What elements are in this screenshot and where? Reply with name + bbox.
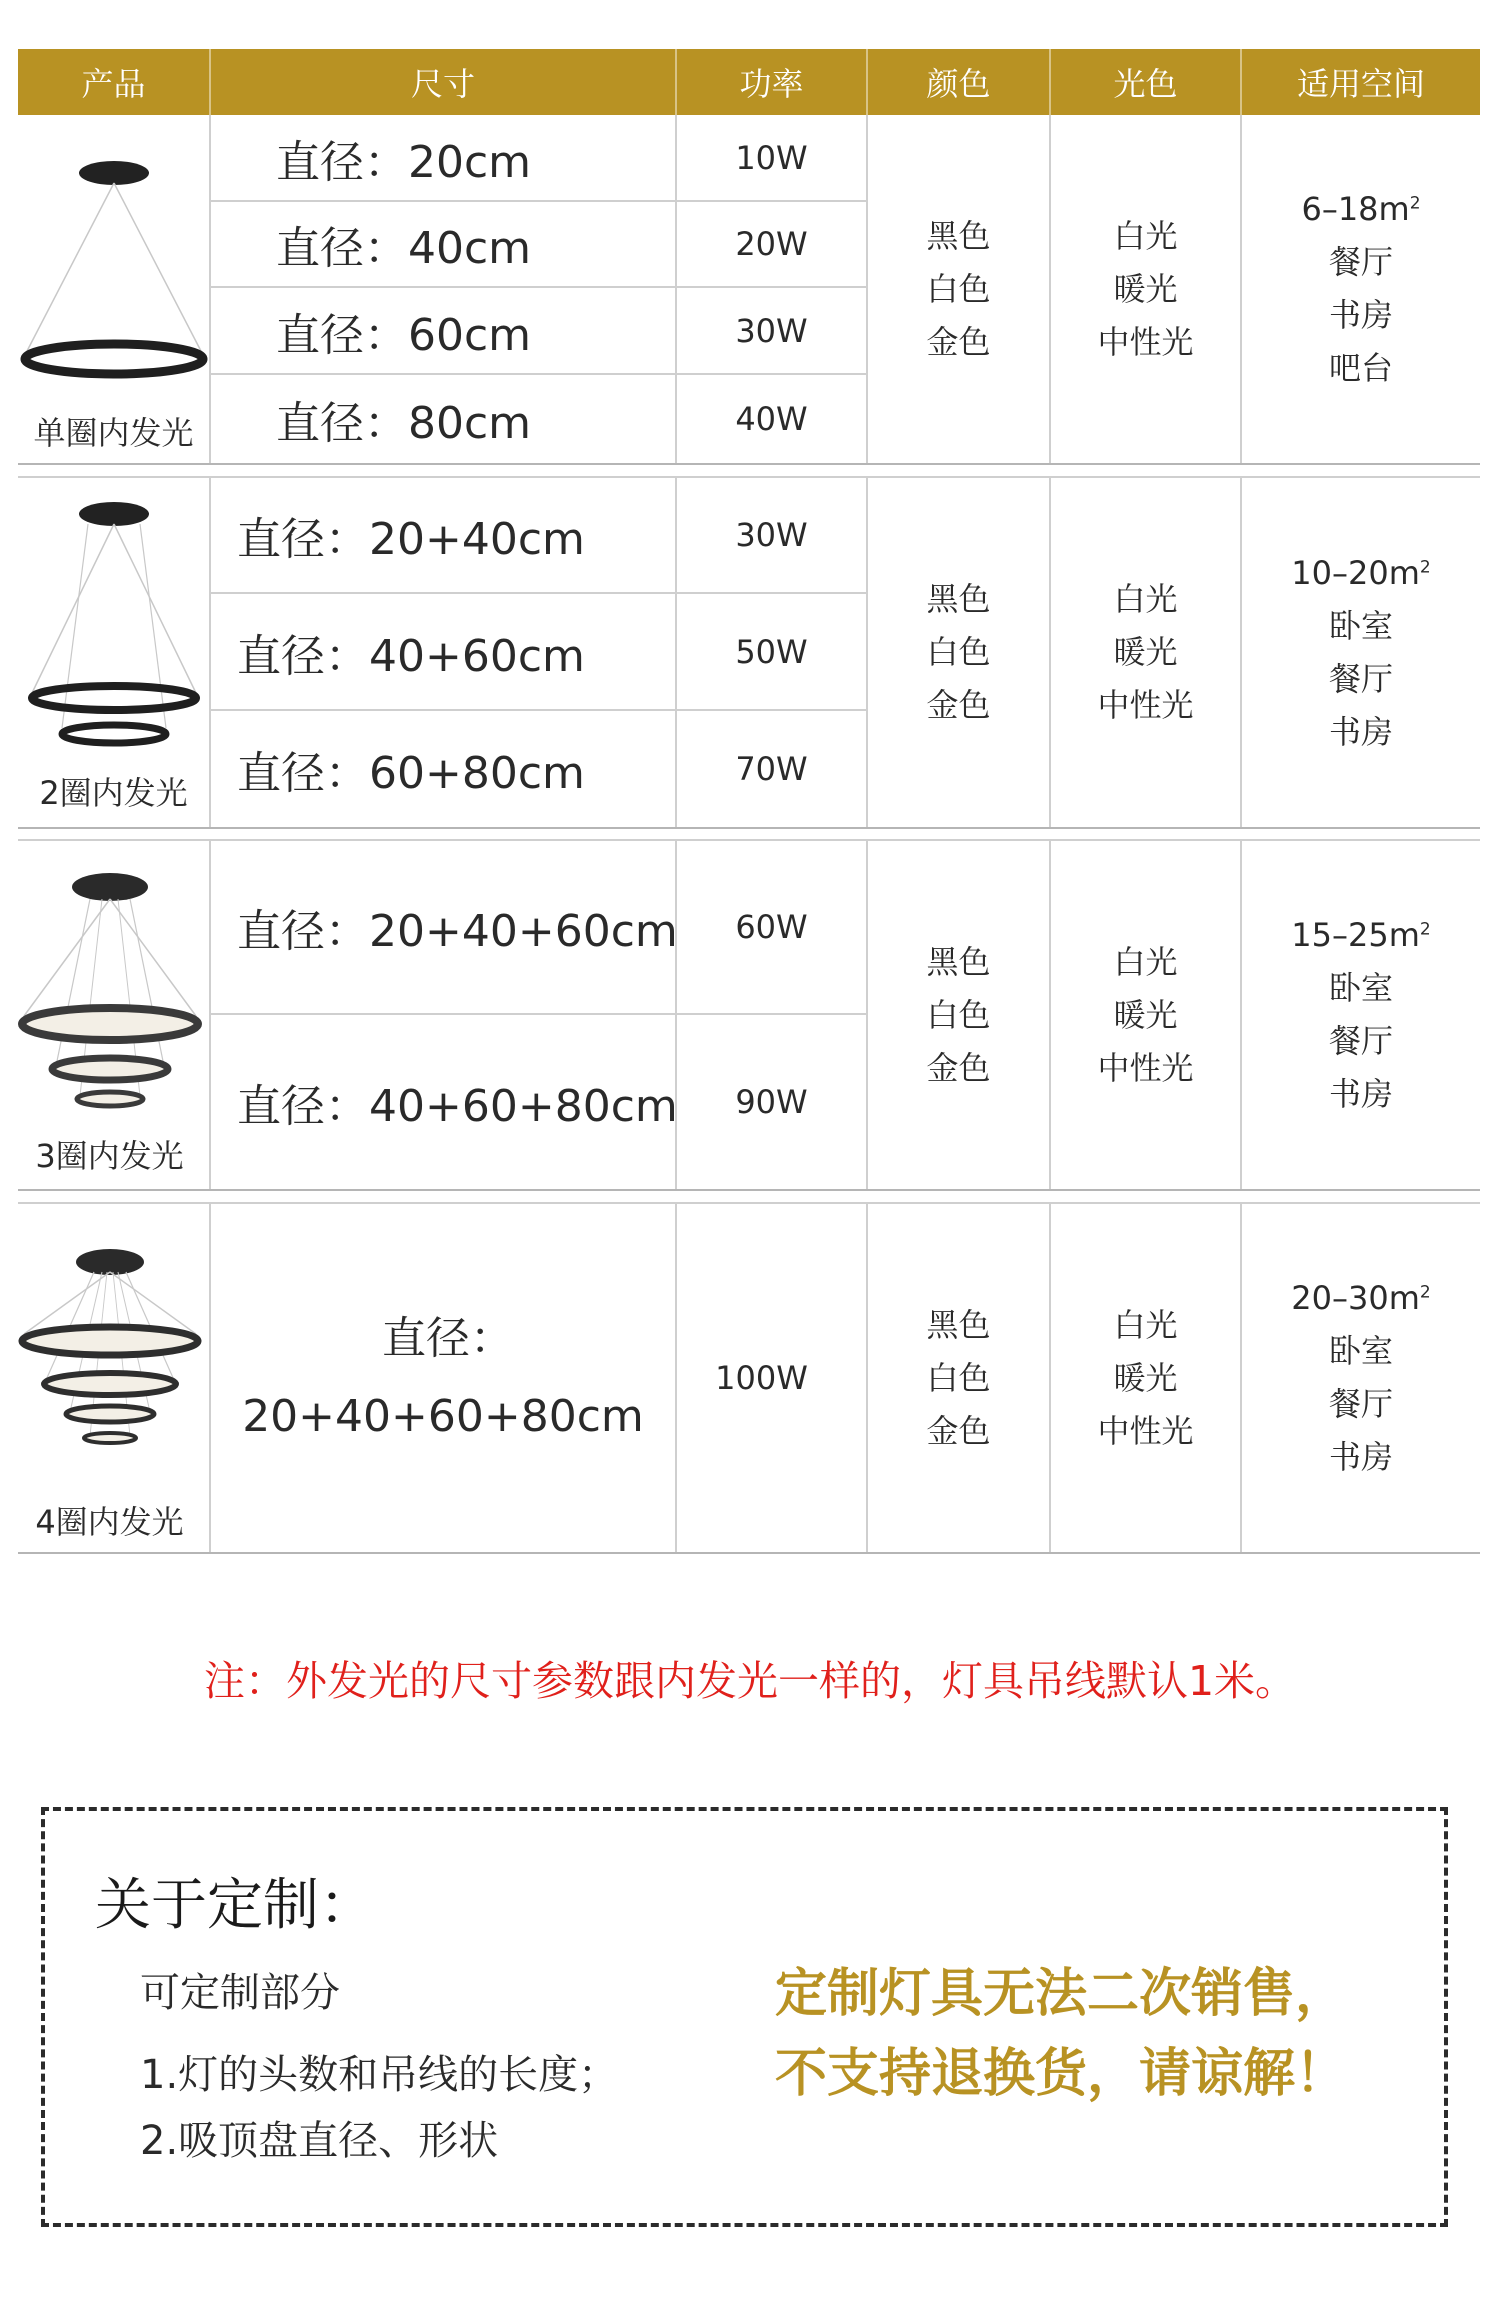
spec-table xyxy=(18,49,1480,1541)
color-option: 白色 xyxy=(926,995,991,1034)
size-value: 直径：40+60cm xyxy=(237,630,585,682)
table-row xyxy=(677,711,866,827)
size-column xyxy=(211,115,677,463)
light-option: 中性光 xyxy=(1097,686,1194,724)
space-item: 书房 xyxy=(1328,712,1393,751)
divider xyxy=(18,1552,1480,1554)
table-row xyxy=(677,115,866,202)
note-text: 注：外发光的尺寸参数跟内发光一样的，灯具吊线默认1米。 xyxy=(203,1657,1297,1705)
space-item: 书房 xyxy=(1328,1075,1393,1113)
size-value: 直径：20+40+60cm xyxy=(237,906,678,957)
color-cell xyxy=(868,115,1051,463)
color-option: 白色 xyxy=(926,269,991,308)
table-row xyxy=(211,1015,678,1189)
color-option: 黑色 xyxy=(926,216,991,255)
table-row xyxy=(677,288,866,375)
product-cell xyxy=(18,478,211,827)
group-single-ring xyxy=(18,115,1480,463)
light-option: 暖光 xyxy=(1113,633,1178,671)
header-light-color: 光色 xyxy=(1051,49,1242,115)
color-option: 金色 xyxy=(926,686,991,724)
divider xyxy=(18,1189,1480,1191)
light-cell xyxy=(1051,1204,1242,1552)
table-row xyxy=(677,375,866,463)
color-option: 黑色 xyxy=(926,942,991,981)
area-range: $15-25m^2$ xyxy=(1291,916,1431,954)
light-cell xyxy=(1051,841,1242,1189)
group-four-ring xyxy=(18,1204,1480,1552)
header-power: 功率 xyxy=(677,49,868,115)
size-value: 直径：60cm xyxy=(276,309,532,361)
size-column xyxy=(211,478,677,827)
light-option: 白光 xyxy=(1113,942,1178,981)
product-cell xyxy=(18,1204,211,1552)
space-cell xyxy=(1242,478,1480,827)
light-option: 中性光 xyxy=(1097,1048,1194,1087)
customization-item: 2.吸顶盘直径、形状 xyxy=(140,2118,499,2164)
divider xyxy=(18,463,1480,465)
power-column xyxy=(677,478,868,827)
power-cell xyxy=(677,1204,868,1552)
size-value: 直径：20cm xyxy=(276,136,532,188)
table-header xyxy=(18,49,1480,115)
header-color: 颜色 xyxy=(868,49,1051,115)
size-value: 20+40+60+80cm xyxy=(242,1391,644,1442)
product-label: 2圈内发光 xyxy=(39,774,188,812)
power-value: 10W xyxy=(735,138,808,177)
space-cell xyxy=(1242,115,1480,463)
product-cell xyxy=(18,841,211,1189)
space-item: 餐厅 xyxy=(1328,1385,1393,1423)
space-cell xyxy=(1242,841,1480,1189)
space-item: 卧室 xyxy=(1328,606,1393,645)
power-value: 20W xyxy=(735,225,808,263)
color-cell xyxy=(868,1204,1051,1552)
header-product: 产品 xyxy=(18,49,211,115)
color-option: 白色 xyxy=(926,633,991,671)
power-column xyxy=(677,841,868,1189)
table-row xyxy=(211,288,675,375)
light-option: 白光 xyxy=(1113,1305,1178,1344)
light-cell xyxy=(1051,115,1242,463)
size-label: 直径： xyxy=(382,1313,514,1364)
table-row xyxy=(677,202,866,288)
divider xyxy=(18,827,1480,829)
power-value: 60W xyxy=(735,908,808,946)
power-value: 40W xyxy=(735,400,808,438)
product-label: 3圈内发光 xyxy=(35,1137,184,1175)
customization-subtitle: 可定制部分 xyxy=(140,1970,340,2016)
table-row xyxy=(211,115,675,202)
size-column xyxy=(211,841,677,1189)
size-value: 直径：80cm xyxy=(276,398,532,449)
light-option: 暖光 xyxy=(1113,1358,1178,1397)
space-item: 餐厅 xyxy=(1328,659,1393,698)
group-three-ring xyxy=(18,841,1480,1189)
space-item: 书房 xyxy=(1328,1438,1393,1476)
light-option: 白光 xyxy=(1113,580,1178,618)
size-cell xyxy=(211,1204,677,1552)
product-label: 单圈内发光 xyxy=(33,414,194,452)
customization-item: 1.灯的头数和吊线的长度； xyxy=(140,2052,619,2098)
space-cell xyxy=(1242,1204,1480,1552)
group-two-ring xyxy=(18,478,1480,827)
light-option: 白光 xyxy=(1113,216,1178,255)
table-row xyxy=(677,1015,866,1189)
color-option: 黑色 xyxy=(926,1305,991,1344)
color-option: 黑色 xyxy=(926,580,991,618)
space-item: 卧室 xyxy=(1328,969,1393,1007)
space-item: 餐厅 xyxy=(1328,1022,1393,1060)
table-row xyxy=(211,594,675,711)
customization-box xyxy=(41,1807,1448,2227)
size-value: 直径：40+60+80cm xyxy=(237,1081,678,1132)
light-option: 中性光 xyxy=(1097,1411,1194,1450)
customization-warning: 定制灯具无法二次销售， xyxy=(775,1964,1348,2024)
light-cell xyxy=(1051,478,1242,827)
area-range: $20-30m^2$ xyxy=(1291,1279,1431,1317)
power-value: 30W xyxy=(735,516,808,554)
header-size: 尺寸 xyxy=(211,49,677,115)
color-option: 金色 xyxy=(926,322,991,361)
size-value: 直径：60+80cm xyxy=(237,748,585,799)
power-value: 100W xyxy=(715,1359,808,1397)
customization-title: 关于定制： xyxy=(95,1873,375,1938)
power-column xyxy=(677,115,868,463)
product-cell xyxy=(18,115,211,463)
table-row xyxy=(211,478,675,594)
table-row xyxy=(677,478,866,594)
light-option: 中性光 xyxy=(1097,322,1194,361)
space-item: 卧室 xyxy=(1328,1332,1393,1370)
space-item: 吧台 xyxy=(1328,349,1393,387)
table-row xyxy=(211,841,678,1015)
power-value: 50W xyxy=(735,632,808,671)
table-row xyxy=(677,841,866,1015)
power-value: 30W xyxy=(735,311,808,350)
table-row xyxy=(677,594,866,711)
size-value: 直径：40cm xyxy=(276,223,532,274)
header-space: 适用空间 xyxy=(1296,65,1425,103)
color-option: 金色 xyxy=(926,1048,991,1087)
table-row xyxy=(211,375,675,463)
area-range: $6-18m^2$ xyxy=(1301,190,1421,228)
customization-warning: 不支持退换货，请谅解！ xyxy=(775,2044,1348,2104)
color-cell xyxy=(868,841,1051,1189)
light-option: 暖光 xyxy=(1113,269,1178,308)
product-label: 4圈内发光 xyxy=(35,1503,184,1541)
power-value: 90W xyxy=(735,1083,808,1121)
power-value: 70W xyxy=(735,750,808,788)
color-cell xyxy=(868,478,1051,827)
space-item: 餐厅 xyxy=(1328,243,1393,281)
space-item: 书房 xyxy=(1328,296,1393,334)
color-option: 白色 xyxy=(926,1358,991,1397)
table-row xyxy=(211,202,675,288)
size-value: 直径：20+40cm xyxy=(237,514,585,565)
color-option: 金色 xyxy=(926,1411,991,1450)
area-range: $10-20m^2$ xyxy=(1291,553,1431,592)
table-row xyxy=(211,711,675,827)
light-option: 暖光 xyxy=(1113,995,1178,1034)
